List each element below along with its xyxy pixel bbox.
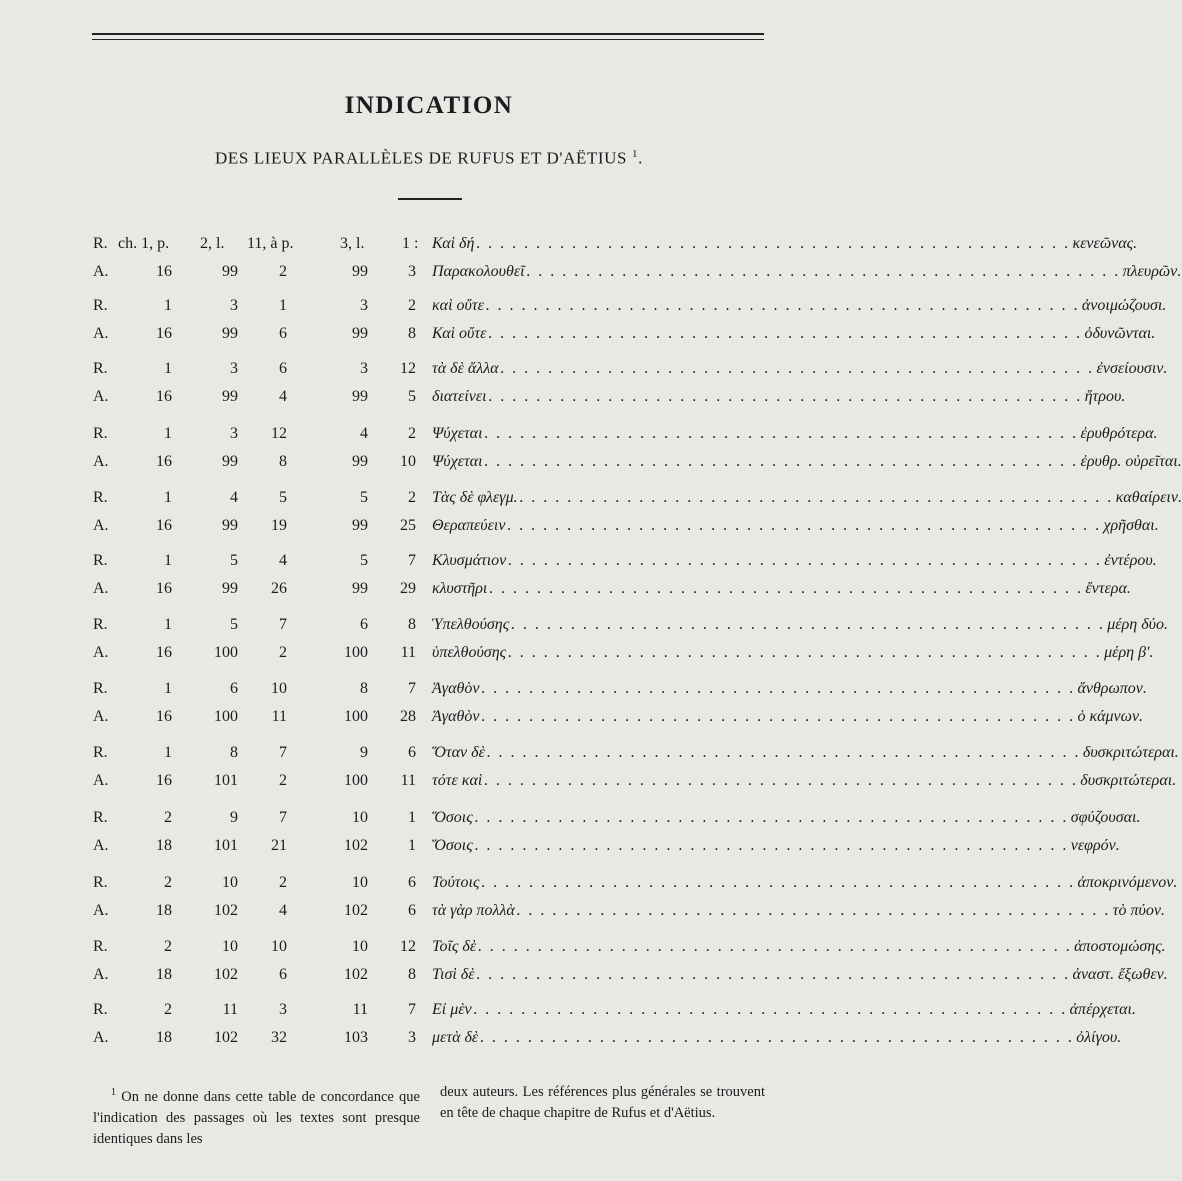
passage-cell xyxy=(432,899,1165,923)
page-start-cell: 101 xyxy=(214,772,238,789)
chapter-cell: 16 xyxy=(156,708,172,725)
table-row xyxy=(0,422,1158,446)
passage-start: κλυστῆρι xyxy=(432,580,488,597)
passage-start: Παρακολουθεῖ xyxy=(432,263,525,280)
line-end-cell: 2 xyxy=(408,425,416,442)
page-start-cell: 8 xyxy=(230,744,238,761)
page-start-cell: 6 xyxy=(230,680,238,697)
line-start-cell: 2 xyxy=(279,644,287,661)
line-start-cell: 11 xyxy=(271,708,287,725)
passage-end: ἐντέρου. xyxy=(1104,552,1157,569)
passage-end: μέρη β'. xyxy=(1104,644,1154,661)
page-start-cell: 99 xyxy=(222,388,238,405)
table-row xyxy=(0,294,1167,318)
passage-end: ἥτρου. xyxy=(1084,388,1126,405)
footnote-left xyxy=(93,1082,420,1150)
line-end-cell: 1 xyxy=(408,809,416,826)
page-start-cell: 10 xyxy=(222,938,238,955)
passage-end: δυσκριτώτεραι. xyxy=(1082,744,1179,761)
table-row xyxy=(0,613,1168,637)
chapter-cell: 16 xyxy=(156,263,172,280)
page-start-cell: 11 xyxy=(222,1001,238,1018)
page-start-cell: 100 xyxy=(214,644,238,661)
passage-cell xyxy=(432,613,1168,637)
passage-end: πλευρῶν. xyxy=(1122,263,1182,280)
page-end-cell: 3 xyxy=(360,360,368,377)
dot-leader: . . . . . . . . . . . . . . . . . . . . . . . . . . . . . . . . . . . . . . . . . . . . . . . . . . xyxy=(484,453,1079,470)
line-end-cell: 1 xyxy=(408,837,416,854)
passage-start: καὶ οὔτε xyxy=(432,297,484,314)
dot-leader: . . . . . . . . . . . . . . . . . . . . . . . . . . . . . . . . . . . . . . . . . . . . . . . . . . xyxy=(508,644,1103,661)
passage-cell xyxy=(432,450,1182,474)
page-end-cell: 99 xyxy=(352,453,368,470)
table-row xyxy=(0,677,1147,701)
page-start-cell: 99 xyxy=(222,325,238,342)
page-start-cell: 3 xyxy=(230,360,238,377)
passage-start: Καὶ δή xyxy=(432,235,475,252)
page-end-cell: 99 xyxy=(352,517,368,534)
dot-leader: . . . . . . . . . . . . . . . . . . . . . . . . . . . . . . . . . . . . . . . . . . . . . . . . . . xyxy=(508,552,1103,569)
line-end-cell: 29 xyxy=(400,580,416,597)
row-label: R. xyxy=(93,680,108,697)
table-row xyxy=(0,232,1138,256)
row-label: A. xyxy=(93,453,109,470)
line-end-cell: 10 xyxy=(400,453,416,470)
row-label: A. xyxy=(93,708,109,725)
row-label: R. xyxy=(93,938,108,955)
page-end-cell: 5 xyxy=(360,489,368,506)
passage-cell xyxy=(432,385,1126,409)
passage-end: ἀποκρινόμενον. xyxy=(1077,874,1178,891)
page-start-cell: 3 xyxy=(230,297,238,314)
line-end-cell: 3 xyxy=(408,1029,416,1046)
line-end-cell: 7 xyxy=(408,1001,416,1018)
line-end-cell: 2 xyxy=(408,489,416,506)
chapter-cell: ch. 1, p. xyxy=(118,235,170,252)
dot-leader: . . . . . . . . . . . . . . . . . . . . . . . . . . . . . . . . . . . . . . . . . . . . . . . . . . xyxy=(519,489,1114,506)
chapter-cell: 18 xyxy=(156,966,172,983)
table-row xyxy=(0,357,1168,381)
line-start-cell: 10 xyxy=(271,938,287,955)
page-end-cell: 99 xyxy=(352,388,368,405)
table-row xyxy=(0,769,1177,793)
page-end-cell: 99 xyxy=(352,263,368,280)
row-label: R. xyxy=(93,874,108,891)
passage-end: ἐρυθρ. οὐρεῖται. xyxy=(1080,453,1182,470)
line-end-cell: 2 xyxy=(408,297,416,314)
page-title: INDICATION xyxy=(344,92,514,119)
row-label: R. xyxy=(93,1001,108,1018)
passage-start: Τούτοις xyxy=(432,874,480,891)
line-end-cell: 6 xyxy=(408,902,416,919)
page-end-cell: 4 xyxy=(360,425,368,442)
passage-start: ὑπελθούσης xyxy=(432,644,507,661)
line-end-cell: 6 xyxy=(408,874,416,891)
chapter-cell: 2 xyxy=(164,809,172,826)
passage-start: Ἀγαθὸν xyxy=(432,708,480,725)
chapter-cell: 16 xyxy=(156,325,172,342)
line-start-cell: 19 xyxy=(271,517,287,534)
page-end-cell: 10 xyxy=(352,938,368,955)
page-end-cell: 99 xyxy=(352,580,368,597)
line-start-cell: 6 xyxy=(279,966,287,983)
passage-end: ἀποστομώσης. xyxy=(1074,938,1166,955)
row-label: R. xyxy=(93,360,108,377)
line-start-cell: 7 xyxy=(279,809,287,826)
line-end-cell: 25 xyxy=(400,517,416,534)
passage-end: σφύζουσαι. xyxy=(1070,809,1141,826)
line-start-cell: 7 xyxy=(279,744,287,761)
passage-cell xyxy=(432,422,1158,446)
page-start-cell: 102 xyxy=(214,1029,238,1046)
dot-leader: . . . . . . . . . . . . . . . . . . . . . . . . . . . . . . . . . . . . . . . . . . . . . . . . . . xyxy=(507,517,1102,534)
chapter-cell: 2 xyxy=(164,938,172,955)
line-end-cell: 7 xyxy=(408,552,416,569)
page-end-cell: 100 xyxy=(344,708,368,725)
passage-cell xyxy=(432,232,1138,256)
line-start-cell: 2 xyxy=(279,263,287,280)
line-end-cell: 28 xyxy=(400,708,416,725)
chapter-cell: 16 xyxy=(156,644,172,661)
page-start-cell: 5 xyxy=(230,552,238,569)
line-end-cell: 8 xyxy=(408,966,416,983)
passage-cell xyxy=(432,834,1120,858)
passage-end: ἀνοιμώζουσι. xyxy=(1081,297,1167,314)
page-start-cell: 2, l. xyxy=(200,235,225,252)
passage-cell xyxy=(432,357,1168,381)
passage-cell xyxy=(432,486,1182,510)
line-start-cell: 6 xyxy=(279,325,287,342)
passage-start: διατείνει xyxy=(432,388,487,405)
line-start-cell: 1 xyxy=(279,297,287,314)
top-rule xyxy=(92,33,764,35)
passage-cell xyxy=(432,294,1167,318)
passage-cell xyxy=(432,705,1144,729)
dot-leader: . . . . . . . . . . . . . . . . . . . . . . . . . . . . . . . . . . . . . . . . . . . . . . . . . . xyxy=(526,263,1121,280)
row-label: A. xyxy=(93,580,109,597)
chapter-cell: 1 xyxy=(164,425,172,442)
page-start-cell: 99 xyxy=(222,517,238,534)
line-start-cell: 4 xyxy=(279,388,287,405)
dot-leader: . . . . . . . . . . . . . . . . . . . . . . . . . . . . . . . . . . . . . . . . . . . . . . . . . . xyxy=(481,680,1076,697)
dot-leader: . . . . . . . . . . . . . . . . . . . . . . . . . . . . . . . . . . . . . . . . . . . . . . . . . . xyxy=(476,966,1071,983)
row-label: R. xyxy=(93,235,108,252)
footnote-left-text: On ne donne dans cette table de concordance que l'indication des passages où les textes sont presque identiques dans les xyxy=(93,1088,420,1147)
page-end-cell: 99 xyxy=(352,325,368,342)
chapter-cell: 16 xyxy=(156,772,172,789)
dot-leader: . . . . . . . . . . . . . . . . . . . . . . . . . . . . . . . . . . . . . . . . . . . . . . . . . . xyxy=(481,874,1076,891)
passage-cell xyxy=(432,1026,1122,1050)
line-start-cell: 8 xyxy=(279,453,287,470)
passage-cell xyxy=(432,641,1154,665)
passage-start: Ὅσοις xyxy=(432,809,473,826)
line-start-cell: 7 xyxy=(279,616,287,633)
line-end-cell: 12 xyxy=(400,938,416,955)
line-start-cell: 11, à p. xyxy=(247,235,294,252)
row-label: A. xyxy=(93,263,109,280)
passage-start: τὰ γὰρ πολλὰ xyxy=(432,902,515,919)
line-start-cell: 21 xyxy=(271,837,287,854)
line-start-cell: 32 xyxy=(271,1029,287,1046)
page-start-cell: 99 xyxy=(222,453,238,470)
passage-end: ὀλίγου. xyxy=(1076,1029,1122,1046)
row-label: R. xyxy=(93,425,108,442)
line-end-cell: 6 xyxy=(408,744,416,761)
page-start-cell: 101 xyxy=(214,837,238,854)
table-row xyxy=(0,1026,1122,1050)
passage-start: Θεραπεύειν xyxy=(432,517,506,534)
dot-leader: . . . . . . . . . . . . . . . . . . . . . . . . . . . . . . . . . . . . . . . . . . . . . . . . . . xyxy=(480,1029,1075,1046)
dot-leader: . . . . . . . . . . . . . . . . . . . . . . . . . . . . . . . . . . . . . . . . . . . . . . . . . . xyxy=(484,772,1079,789)
passage-end: ἔντερα. xyxy=(1085,580,1131,597)
table-row xyxy=(0,260,1182,284)
line-end-cell: 8 xyxy=(408,616,416,633)
table-row xyxy=(0,963,1168,987)
chapter-cell: 18 xyxy=(156,902,172,919)
dot-leader: . . . . . . . . . . . . . . . . . . . . . . . . . . . . . . . . . . . . . . . . . . . . . . . . . . xyxy=(474,809,1069,826)
page-start-cell: 9 xyxy=(230,809,238,826)
passage-end: ὀδυνῶνται. xyxy=(1084,325,1156,342)
page-start-cell: 102 xyxy=(214,966,238,983)
dot-leader: . . . . . . . . . . . . . . . . . . . . . . . . . . . . . . . . . . . . . . . . . . . . . . . . . . xyxy=(516,902,1111,919)
line-end-cell: 5 xyxy=(408,388,416,405)
page-end-cell: 102 xyxy=(344,902,368,919)
passage-cell xyxy=(432,935,1166,959)
dot-leader: . . . . . . . . . . . . . . . . . . . . . . . . . . . . . . . . . . . . . . . . . . . . . . . . . . xyxy=(488,388,1083,405)
page-end-cell: 8 xyxy=(360,680,368,697)
table-row xyxy=(0,385,1126,409)
row-label: A. xyxy=(93,517,109,534)
dot-leader: . . . . . . . . . . . . . . . . . . . . . . . . . . . . . . . . . . . . . . . . . . . . . . . . . . xyxy=(511,616,1106,633)
line-end-cell: 11 xyxy=(400,772,416,789)
passage-end: ὁ κάμνων. xyxy=(1077,708,1144,725)
line-end-cell: 11 xyxy=(400,644,416,661)
dot-leader: . . . . . . . . . . . . . . . . . . . . . . . . . . . . . . . . . . . . . . . . . . . . . . . . . . xyxy=(474,837,1069,854)
passage-cell xyxy=(432,769,1177,793)
passage-start: Ὅταν δὲ xyxy=(432,744,485,761)
passage-end: μέρη δύο. xyxy=(1107,616,1168,633)
passage-start: Κλυσμάτιον xyxy=(432,552,507,569)
passage-start: Ψύχεται xyxy=(432,425,483,442)
page-start-cell: 99 xyxy=(222,263,238,280)
passage-end: χρῆσθαι. xyxy=(1103,517,1159,534)
dot-leader: . . . . . . . . . . . . . . . . . . . . . . . . . . . . . . . . . . . . . . . . . . . . . . . . . . xyxy=(486,744,1081,761)
row-label: R. xyxy=(93,809,108,826)
chapter-cell: 18 xyxy=(156,1029,172,1046)
page-end-cell: 11 xyxy=(352,1001,368,1018)
passage-end: ἐνσείουσιν. xyxy=(1096,360,1168,377)
passage-end: τὸ πύον. xyxy=(1112,902,1165,919)
page-end-cell: 102 xyxy=(344,966,368,983)
row-label: R. xyxy=(93,297,108,314)
chapter-cell: 2 xyxy=(164,1001,172,1018)
table-row xyxy=(0,577,1131,601)
chapter-cell: 1 xyxy=(164,680,172,697)
table-row xyxy=(0,741,1179,765)
line-start-cell: 12 xyxy=(271,425,287,442)
passage-start: τότε καὶ xyxy=(432,772,483,789)
page-end-cell: 100 xyxy=(344,644,368,661)
passage-start: Ὑπελθούσης xyxy=(432,616,510,633)
row-label: A. xyxy=(93,644,109,661)
line-start-cell: 10 xyxy=(271,680,287,697)
passage-end: ἐρυθρότερα. xyxy=(1080,425,1158,442)
chapter-cell: 18 xyxy=(156,837,172,854)
dot-leader: . . . . . . . . . . . . . . . . . . . . . . . . . . . . . . . . . . . . . . . . . . . . . . . . . . xyxy=(485,297,1080,314)
page-start-cell: 100 xyxy=(214,708,238,725)
dot-leader: . . . . . . . . . . . . . . . . . . . . . . . . . . . . . . . . . . . . . . . . . . . . . . . . . . xyxy=(481,708,1076,725)
passage-end: ἀναστ. ἔξωθεν. xyxy=(1072,966,1168,983)
passage-cell xyxy=(432,577,1131,601)
page-end-cell: 10 xyxy=(352,874,368,891)
line-start-cell: 6 xyxy=(279,360,287,377)
line-start-cell: 4 xyxy=(279,902,287,919)
chapter-cell: 1 xyxy=(164,489,172,506)
row-label: R. xyxy=(93,552,108,569)
title-divider xyxy=(398,198,462,200)
table-row xyxy=(0,705,1144,729)
page-start-cell: 99 xyxy=(222,580,238,597)
page-end-cell: 9 xyxy=(360,744,368,761)
row-label: R. xyxy=(93,489,108,506)
passage-cell xyxy=(432,998,1136,1022)
passage-cell xyxy=(432,871,1178,895)
line-end-cell: 3 xyxy=(408,263,416,280)
passage-start: Ἀγαθὸν xyxy=(432,680,480,697)
passage-start: μετὰ δὲ xyxy=(432,1029,479,1046)
dot-leader: . . . . . . . . . . . . . . . . . . . . . . . . . . . . . . . . . . . . . . . . . . . . . . . . . . xyxy=(488,325,1083,342)
line-end-cell: 7 xyxy=(408,680,416,697)
table-row xyxy=(0,998,1136,1022)
passage-end: καθαίρειν. xyxy=(1115,489,1182,506)
row-label: A. xyxy=(93,902,109,919)
page-start-cell: 5 xyxy=(230,616,238,633)
chapter-cell: 1 xyxy=(164,744,172,761)
passage-start: Ψύχεται xyxy=(432,453,483,470)
chapter-cell: 1 xyxy=(164,616,172,633)
top-rule-thin xyxy=(92,39,764,40)
table-row xyxy=(0,549,1157,573)
line-start-cell: 5 xyxy=(279,489,287,506)
row-label: R. xyxy=(93,616,108,633)
page-end-cell: 102 xyxy=(344,837,368,854)
passage-end: ἄνθρωπον. xyxy=(1077,680,1147,697)
row-label: A. xyxy=(93,772,109,789)
page-start-cell: 10 xyxy=(222,874,238,891)
line-start-cell: 3 xyxy=(279,1001,287,1018)
table-row xyxy=(0,871,1178,895)
passage-end: δυσκριτώτεραι. xyxy=(1080,772,1177,789)
passage-end: ἀπέρχεται. xyxy=(1069,1001,1136,1018)
dot-leader: . . . . . . . . . . . . . . . . . . . . . . . . . . . . . . . . . . . . . . . . . . . . . . . . . . xyxy=(478,938,1073,955)
table-row xyxy=(0,486,1182,510)
row-label: R. xyxy=(93,744,108,761)
chapter-cell: 16 xyxy=(156,453,172,470)
footnote-ref: 1 xyxy=(631,148,639,160)
line-start-cell: 2 xyxy=(279,874,287,891)
page-start-cell: 4 xyxy=(230,489,238,506)
chapter-cell: 1 xyxy=(164,297,172,314)
table-row xyxy=(0,322,1156,346)
row-label: A. xyxy=(93,837,109,854)
table-row xyxy=(0,641,1154,665)
line-start-cell: 26 xyxy=(271,580,287,597)
chapter-cell: 16 xyxy=(156,517,172,534)
line-start-cell: 2 xyxy=(279,772,287,789)
passage-start: Καὶ οὔτε xyxy=(432,325,487,342)
passage-cell xyxy=(432,260,1182,284)
dot-leader: . . . . . . . . . . . . . . . . . . . . . . . . . . . . . . . . . . . . . . . . . . . . . . . . . . xyxy=(489,580,1084,597)
table-row xyxy=(0,834,1120,858)
passage-start: Ὅσοις xyxy=(432,837,473,854)
passage-start: Τοῖς δὲ xyxy=(432,938,477,955)
line-end-cell: 12 xyxy=(400,360,416,377)
row-label: A. xyxy=(93,325,109,342)
page-end-cell: 100 xyxy=(344,772,368,789)
passage-cell xyxy=(432,741,1179,765)
table-row xyxy=(0,935,1166,959)
dot-leader: . . . . . . . . . . . . . . . . . . . . . . . . . . . . . . . . . . . . . . . . . . . . . . . . . . xyxy=(484,425,1079,442)
page-end-cell: 6 xyxy=(360,616,368,633)
passage-cell xyxy=(432,549,1157,573)
subtitle-text: DES LIEUX PARALLÈLES DE RUFUS ET D'AËTIUS xyxy=(215,148,628,168)
chapter-cell: 1 xyxy=(164,552,172,569)
table-row xyxy=(0,450,1182,474)
table-row xyxy=(0,514,1159,538)
page-end-cell: 3, l. xyxy=(340,235,365,252)
line-end-cell: 1 : xyxy=(402,235,419,252)
passage-cell xyxy=(432,322,1156,346)
footnote-marker: 1 xyxy=(111,1087,116,1098)
passage-end: κενεῶνας. xyxy=(1072,235,1138,252)
chapter-cell: 2 xyxy=(164,874,172,891)
footnote-right: deux auteurs. Les références plus générales se trouvent en tête de chaque chapitre de Rufus et d'Aëtius. xyxy=(440,1084,765,1121)
page-end-cell: 5 xyxy=(360,552,368,569)
passage-start: Εἰ μὲν xyxy=(432,1001,472,1018)
passage-start: Τισὶ δὲ xyxy=(432,966,475,983)
page-end-cell: 10 xyxy=(352,809,368,826)
passage-start: Τὰς δὲ φλεγμ. xyxy=(432,489,518,506)
page-end-cell: 103 xyxy=(344,1029,368,1046)
row-label: A. xyxy=(93,388,109,405)
page-start-cell: 3 xyxy=(230,425,238,442)
line-start-cell: 4 xyxy=(279,552,287,569)
page-subtitle: DES LIEUX PARALLÈLES DE RUFUS ET D'AËTIUS $^1$. xyxy=(215,148,643,168)
passage-cell xyxy=(432,963,1168,987)
line-end-cell: 8 xyxy=(408,325,416,342)
passage-cell xyxy=(432,514,1159,538)
chapter-cell: 16 xyxy=(156,580,172,597)
page-start-cell: 102 xyxy=(214,902,238,919)
dot-leader: . . . . . . . . . . . . . . . . . . . . . . . . . . . . . . . . . . . . . . . . . . . . . . . . . . xyxy=(476,235,1071,252)
dot-leader: . . . . . . . . . . . . . . . . . . . . . . . . . . . . . . . . . . . . . . . . . . . . . . . . . . xyxy=(473,1001,1068,1018)
table-row xyxy=(0,899,1165,923)
row-label: A. xyxy=(93,966,109,983)
chapter-cell: 16 xyxy=(156,388,172,405)
passage-cell xyxy=(432,677,1147,701)
chapter-cell: 1 xyxy=(164,360,172,377)
dot-leader: . . . . . . . . . . . . . . . . . . . . . . . . . . . . . . . . . . . . . . . . . . . . . . . . . . xyxy=(500,360,1095,377)
row-label: A. xyxy=(93,1029,109,1046)
passage-cell xyxy=(432,806,1141,830)
table-row xyxy=(0,806,1141,830)
passage-start: τὰ δὲ ἄλλα xyxy=(432,360,499,377)
passage-end: νεφρόν. xyxy=(1070,837,1120,854)
page-end-cell: 3 xyxy=(360,297,368,314)
